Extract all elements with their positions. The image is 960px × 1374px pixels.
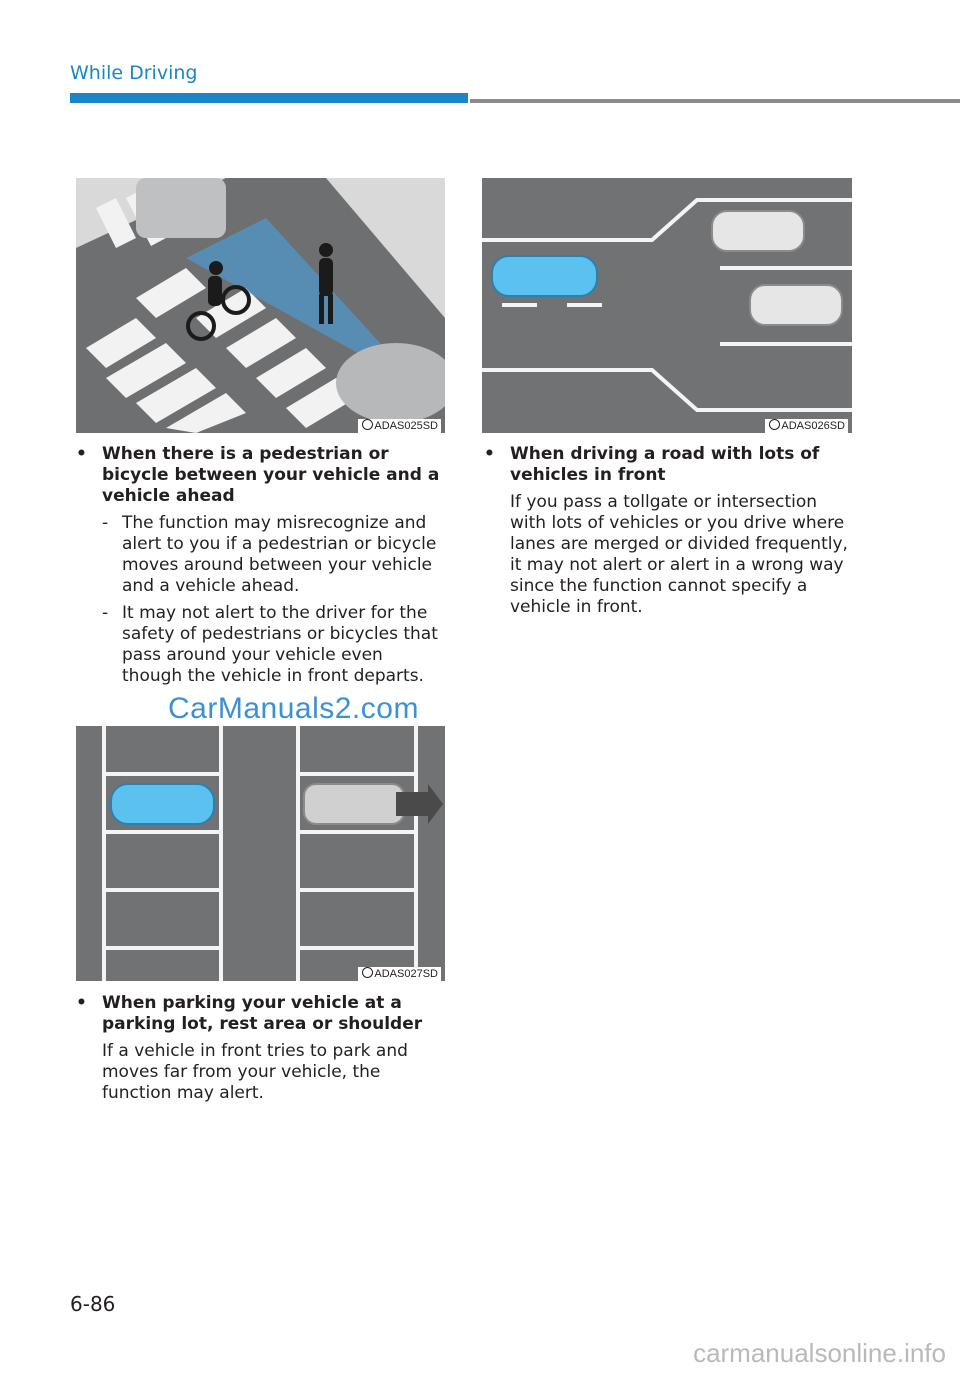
list-item [484,444,852,618]
header-bar-rule [470,99,960,103]
watermark: CarManuals2.com [168,692,419,725]
sub-item-text: The function may misrecognize and alert to you if a pedestrian or bicycle moves around between your vehicle and a vehicle ahead. [122,513,437,596]
item-body: If you pass a tollgate or intersection with lots of vehicles or you drive where lanes are merged or divided frequently, it may not alert or alert in a wrong way since the function cannot specify a vehicle in front. [510,492,848,617]
figure-pedestrian-crosswalk [76,178,445,433]
figure-parking-lot [76,726,445,981]
copyright-icon [362,967,373,978]
page-number: 6-86 [70,1292,116,1316]
figure-caption: ADAS027SD [374,968,438,980]
item-body: If a vehicle in front tries to park and moves far from your vehicle, the function may alert. [102,1041,408,1103]
sub-item: - The function may misrecognize and alert to you if a pedestrian or bicycle moves around between your vehicle and a vehicle ahead. [102,513,437,596]
bullet-marker: • [76,444,87,464]
list-item [76,993,445,1104]
item-heading: When there is a pedestrian or bicycle between your vehicle and a vehicle ahead [102,444,440,506]
figure-caption: ADAS026SD [781,420,845,432]
section-title: While Driving [70,62,198,84]
parking-illustration [76,726,445,981]
road-illustration [482,178,852,433]
copyright-icon [769,419,780,430]
bullet-marker: • [76,993,87,1013]
footer-site-watermark: carmanualsonline.info [693,1338,946,1368]
header-bar-accent [70,93,468,103]
copyright-icon [362,419,373,430]
sub-item-text: It may not alert to the driver for the safety of pedestrians or bicycles that pass around your vehicle even though the vehicle in front departs. [122,603,438,686]
list-item [76,444,445,687]
crosswalk-illustration [76,178,445,433]
sub-item: - It may not alert to the driver for the safety of pedestrians or bicycles that pass around your vehicle even though the vehicle in front departs. [102,603,438,686]
item-heading: When parking your vehicle at a parking lot, rest area or shoulder [102,993,423,1034]
bullet-marker: • [484,444,495,464]
item-heading: When driving a road with lots of vehicles in front [510,444,820,485]
figure-multi-lane-road [482,178,852,433]
figure-caption: ADAS025SD [374,420,438,432]
